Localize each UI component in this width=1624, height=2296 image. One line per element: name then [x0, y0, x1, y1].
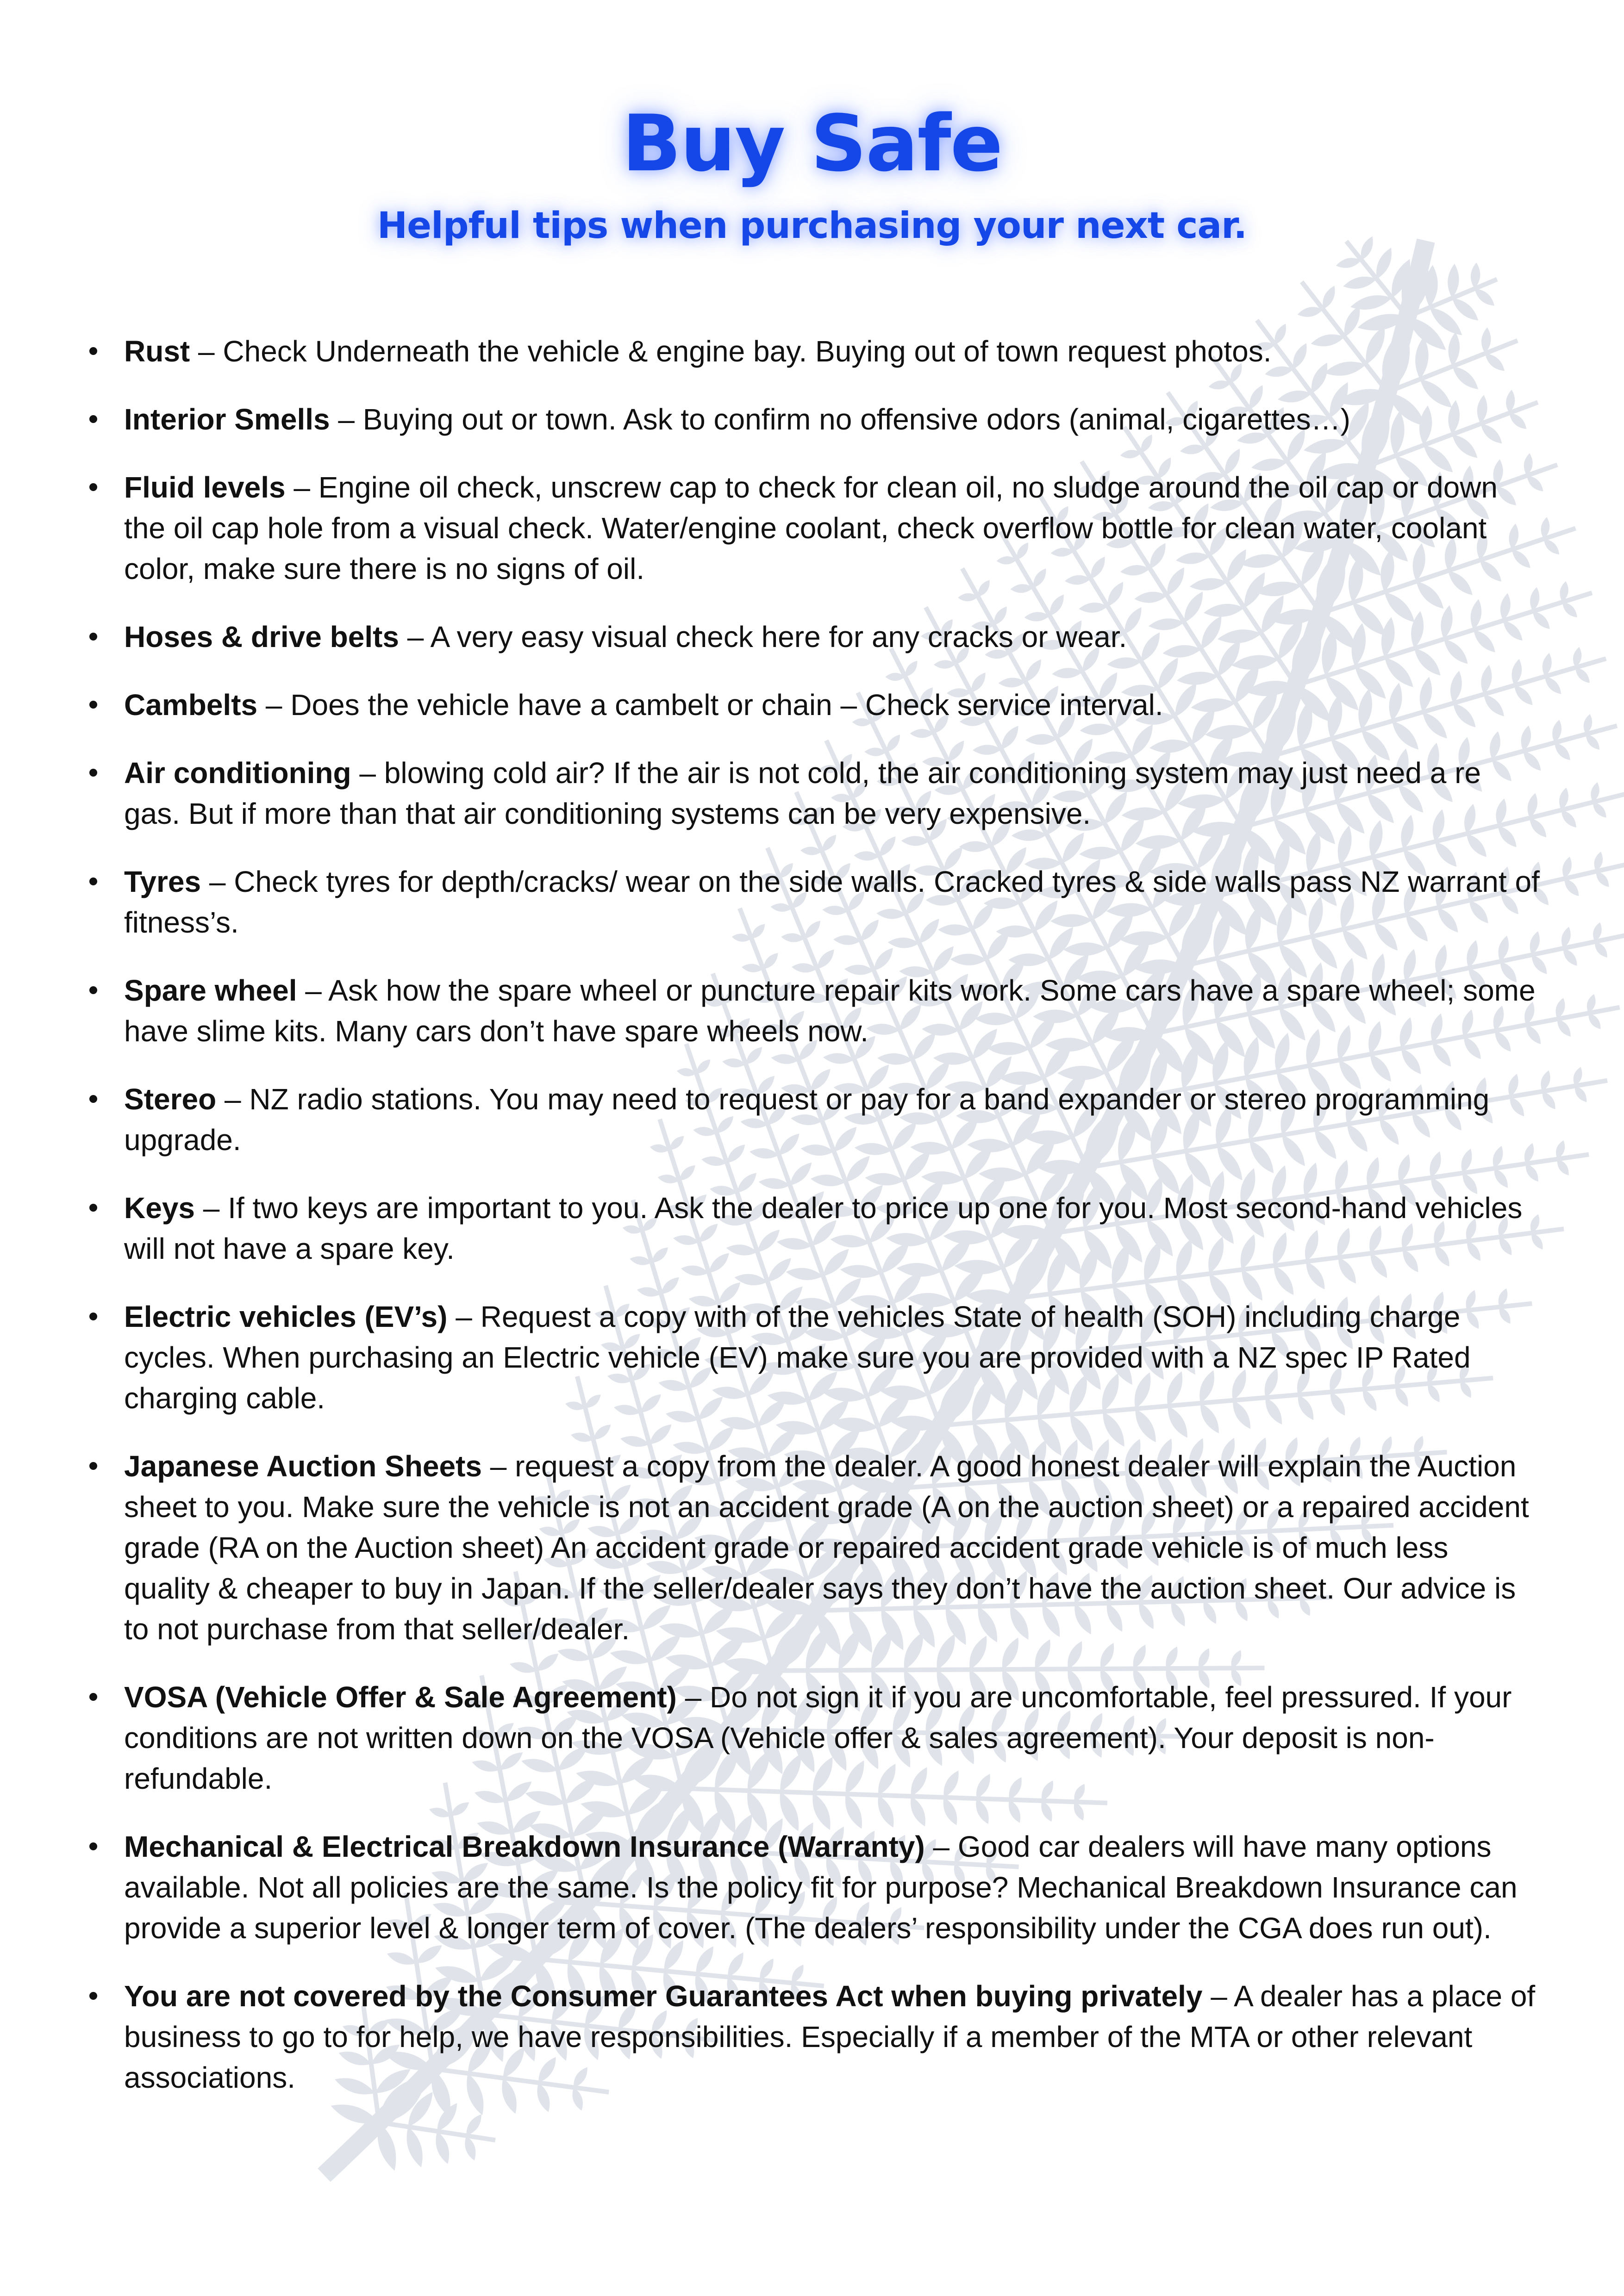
tip-title: Hoses & drive belts [124, 620, 399, 653]
tip-text: – request a copy from the dealer. A good honest dealer will explain the Auction sheet to you. Make sure the vehicle is not an accident grade (A on the auction sheet) or a repaired accident grade (RA on the Auction sheet) An accident grade or repaired accident grade vehicle is of much less quality & cheaper to buy in Japan. If the seller/dealer says they don’t have the auction sheet. Our advice is to not purchase from that seller/dealer. [124, 1450, 1529, 1646]
tip-title: Rust [124, 335, 190, 368]
list-item [0, 753, 1624, 834]
bullet-icon [89, 1842, 97, 1850]
list-item [0, 1677, 1624, 1799]
bullet-icon [89, 701, 97, 709]
tip-title: Japanese Auction Sheets [124, 1450, 482, 1483]
tip-title: Tyres [124, 865, 201, 898]
tip-title: Spare wheel [124, 974, 297, 1007]
list-item [0, 331, 1624, 372]
bullet-icon [89, 986, 97, 994]
tip-title: Fluid levels [124, 471, 286, 504]
tip-text: – blowing cold air? If the air is not cold, the air conditioning system may just need a re gas. But if more than that air conditioning systems can be very expensive. [124, 756, 1481, 830]
list-item [0, 861, 1624, 943]
list-item [0, 399, 1624, 440]
list-item [0, 1976, 1624, 2098]
tip-title: Cambelts [124, 688, 258, 722]
list-item [0, 1296, 1624, 1419]
list-item [0, 1446, 1624, 1649]
tip-text: – Check Underneath the vehicle & engine bay. Buying out of town request photos. [190, 335, 1272, 368]
page-title: Buy Safe [622, 98, 1002, 189]
tip-text: – Buying out or town. Ask to confirm no offensive odors (animal, cigarettes…) [330, 403, 1350, 436]
list-item [0, 1079, 1624, 1160]
bullet-icon [89, 877, 97, 885]
bullet-icon [89, 483, 97, 491]
bullet-icon [89, 347, 97, 355]
list-item [0, 467, 1624, 589]
tip-title: Interior Smells [124, 403, 330, 436]
tip-text: – Ask how the spare wheel or puncture repair kits work. Some cars have a spare wheel; some have slime kits. Many cars don’t have spare wheels now. [124, 974, 1536, 1048]
tip-title: VOSA (Vehicle Offer & Sale Agreement) [124, 1680, 677, 1714]
tip-title: Keys [124, 1191, 195, 1225]
bullet-icon [89, 1462, 97, 1470]
bullet-icon [89, 1095, 97, 1103]
tip-title: Mechanical & Electrical Breakdown Insurance (Warranty) [124, 1830, 925, 1863]
list-item [0, 1826, 1624, 1948]
bullet-icon [89, 415, 97, 423]
tip-title: You are not covered by the Consumer Guarantees Act when buying privately [124, 1979, 1203, 2013]
list-item [0, 684, 1624, 725]
tip-text: – Good car dealers will have many options available. Not all policies are the same. Is the policy fit for purpose? Mechanical Breakdown Insurance can provide a superior level & longer term of cover. (The dealers’ responsibility under the CGA does run out). [124, 1830, 1518, 1945]
bullet-icon [89, 1693, 97, 1701]
list-item [0, 1188, 1624, 1269]
bullet-icon [89, 1313, 97, 1320]
tip-title: Air conditioning [124, 756, 351, 790]
bullet-icon [89, 1204, 97, 1212]
tip-text: – If two keys are important to you. Ask the dealer to price up one for you. Most second-hand vehicles will not have a spare key. [124, 1191, 1523, 1265]
bullet-icon [89, 633, 97, 641]
tip-text: – Does the vehicle have a cambelt or chain – Check service interval. [257, 688, 1163, 722]
bullet-icon [89, 769, 97, 777]
list-item [0, 970, 1624, 1052]
tip-text: – Request a copy with of the vehicles State of health (SOH) including charge cycles. When purchasing an Electric vehicle (EV) make sure you are provided with a NZ spec IP Rated charging cable. [124, 1300, 1471, 1415]
tip-title: Stereo [124, 1083, 217, 1116]
bullet-icon [89, 1992, 97, 2000]
list-item [0, 616, 1624, 657]
tips-list [0, 331, 1624, 2125]
page-header [0, 97, 1624, 249]
tip-text: – Engine oil check, unscrew cap to check for clean oil, no sludge around the oil cap or down the oil cap hole from a visual check. Water/engine coolant, check overflow bottle for clean water, coolant color, make sure there is no signs of oil. [124, 471, 1498, 585]
tip-text: – A very easy visual check here for any cracks or wear. [399, 620, 1127, 653]
tip-text: – Do not sign it if you are uncomfortable, feel pressured. If your conditions are not written down on the VOSA (Vehicle offer & sales agreement). Your deposit is non-refundable. [124, 1680, 1512, 1795]
page-subtitle: Helpful tips when purchasing your next car. [377, 205, 1247, 247]
tip-title: Electric vehicles (EV’s) [124, 1300, 448, 1333]
tip-text: – NZ radio stations. You may need to request or pay for a band expander or stereo programming upgrade. [124, 1083, 1490, 1157]
tip-text: – Check tyres for depth/cracks/ wear on the side walls. Cracked tyres & side walls pass NZ warrant of fitness’s. [124, 865, 1540, 939]
tip-text: – A dealer has a place of business to go to for help, we have responsibilities. Especially if a member of the MTA or other relevant associations. [124, 1979, 1536, 2094]
